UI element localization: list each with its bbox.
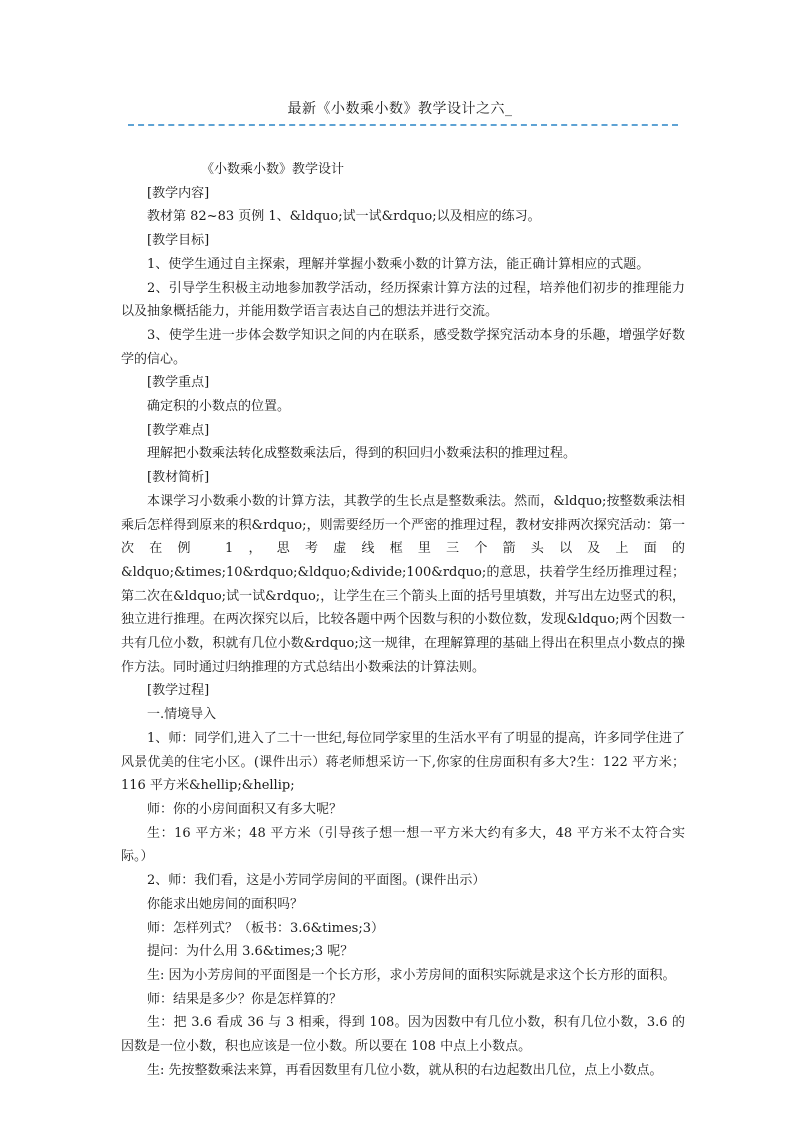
document-body: [121, 158, 685, 1082]
paragraph: 本课学习小数乘小数的计算方法，其教学的生长点是整数乘法。然而，&ldquo;按整数乘法相乘后怎样得到原来的积&rdquo;，则需要经历一个严密的推理过程，教材安排两次探究活动：第一次在例 1，思考虚线框里三个箭头以及上面的 &ldquo;&times;10&rdquo;&ldquo;&divide;100&rdquo;的意思，扶着学生经历推理过程；第二次在&ldquo;试一试&rdquo;，让学生在三个箭头上面的括号里填数，并写出左边竖式的积，独立进行推理。在两次探究以后，比较各题中两个因数与积的小数位数，发现&ldquo;两个因数一共有几位小数，积就有几位小数&rdquo;这一规律，在理解算理的基础上得出在积里点小数点的操作方法。同时通过归纳推理的方式总结出小数乘法的计算法则。: [121, 493, 685, 675]
paragraph: 你能求出她房间的面积吗？: [147, 896, 304, 912]
paragraph: 师：怎样列式？（板书：3.6&times;3）: [147, 920, 384, 936]
label-analysis: [教材简析]: [147, 470, 210, 486]
paragraph: 3、使学生进一步体会数学知识之间的内在联系，感受数学探究活动本身的乐趣，增强学好数学的信心。: [121, 327, 685, 367]
label-objectives: [教学目标]: [147, 233, 210, 249]
title-dashed-rule: [128, 124, 678, 126]
document-title: 最新《小数乘小数》教学设计之六_: [287, 101, 513, 117]
paragraph: 提问：为什么用 3.6&times;3 呢？: [147, 944, 354, 960]
paragraph: 生：把 3.6 看成 36 与 3 相乘，得到 108。因为因数中有几位小数，积有几位小数，3.6 的因数是一位小数，积也应该是一位小数。所以要在 108 中点上小数点。: [121, 1015, 685, 1055]
section-heading: 《小数乘小数》教学设计: [201, 162, 345, 177]
paragraph: 师：结果是多少？你是怎样算的？: [147, 991, 343, 1007]
label-process: [教学过程]: [147, 683, 210, 699]
paragraph: 2、师：我们看，这是小芳同学房间的平面图。(课件出示）: [147, 873, 486, 889]
paragraph: 生：16 平方米；48 平方米（引导孩子想一想一平方米大约有多大，48 平方米不太符合实际。）: [121, 825, 685, 865]
label-content: [教学内容]: [147, 185, 210, 201]
paragraph: 确定积的小数点的位置。: [147, 399, 291, 415]
paragraph: 生: 先按整数乘法来算，再看因数里有几位小数，就从积的右边起数出几位，点上小数点。: [147, 1062, 663, 1078]
paragraph: 1、师：同学们,进入了二十一世纪,每位同学家里的生活水平有了明显的提高，许多同学住进了风景优美的住宅小区。(课件出示）蒋老师想采访一下,你家的住房面积有多大?生：122 平方米；116 平方米&hellip;&hellip;: [121, 730, 685, 794]
paragraph: 理解把小数乘法转化成整数乘法后，得到的积回归小数乘法积的推理过程。: [147, 446, 577, 462]
paragraph: 1、使学生通过自主探索，理解并掌握小数乘小数的计算方法，能正确计算相应的式题。: [147, 256, 650, 272]
paragraph: 师：你的小房间面积又有多大呢？: [147, 801, 343, 817]
subsection-heading: 一.情境导入: [147, 707, 217, 723]
label-difficulty: [教学难点]: [147, 422, 210, 438]
paragraph: 2、引导学生积极主动地参加教学活动，经历探索计算方法的过程，培养他们初步的推理能力以及抽象概括能力，并能用数学语言表达自己的想法并进行交流。: [121, 280, 685, 320]
paragraph: 教材第 82~83 页例 1、&ldquo;试一试&rdquo;以及相应的练习。: [147, 209, 541, 225]
paragraph: 生: 因为小芳房间的平面图是一个长方形，求小芳房间的面积实际就是求这个长方形的面积。: [147, 967, 676, 983]
label-key-point: [教学重点]: [147, 375, 210, 391]
